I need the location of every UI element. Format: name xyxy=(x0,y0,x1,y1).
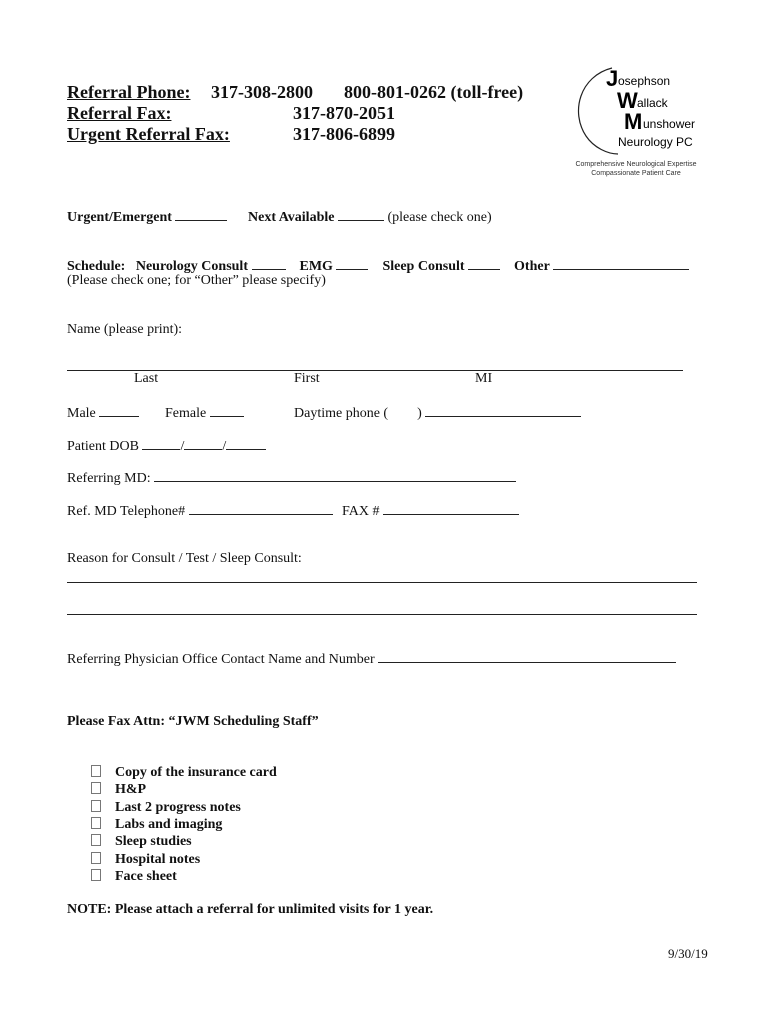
checklist-item xyxy=(91,765,277,781)
office-contact-group xyxy=(67,650,676,668)
fax-attn-label: Please Fax Attn: “JWM Scheduling Staff” xyxy=(67,714,319,729)
logo-tagline-2: Compassionate Patient Care xyxy=(591,170,681,177)
ref-md-telephone-blank[interactable] xyxy=(189,502,333,515)
dob-year-blank[interactable] xyxy=(226,437,266,450)
ref-md-telephone-group xyxy=(67,502,333,520)
logo-letter-m: M xyxy=(624,109,643,134)
ref-md-fax-label: FAX # xyxy=(342,504,380,519)
neurology-consult-blank[interactable] xyxy=(252,257,286,270)
male-group xyxy=(67,404,139,422)
urgent-emergent-text: Urgent/Emergent xyxy=(67,210,172,225)
urgent-referral-fax-label: Urgent Referral Fax: xyxy=(67,124,230,144)
checkbox[interactable] xyxy=(91,817,101,829)
first-name-caption: First xyxy=(294,371,320,386)
logo-word-unshower: unshower xyxy=(643,117,696,131)
neurology-consult-label: Neurology Consult xyxy=(135,259,248,274)
dob-day-blank[interactable] xyxy=(184,437,222,450)
logo-letter-j: J xyxy=(606,66,619,91)
referring-md-label: Referring MD: xyxy=(67,471,151,486)
emg-blank[interactable] xyxy=(336,257,368,270)
other-label: Other xyxy=(514,259,550,274)
checklist-item-label: Copy of the insurance card xyxy=(115,765,277,780)
jwm-logo xyxy=(572,62,702,157)
emg-label: EMG xyxy=(299,259,333,274)
next-available-group xyxy=(248,208,492,226)
checkbox[interactable] xyxy=(91,800,101,812)
checkbox[interactable] xyxy=(91,765,101,777)
checklist-item-label: Sleep studies xyxy=(115,834,192,849)
referral-fax-label: Referral Fax: xyxy=(67,103,172,123)
next-available-label: Next Available xyxy=(248,210,335,225)
logo-word-allack: allack xyxy=(637,96,668,110)
checklist-item xyxy=(91,852,200,868)
reason-line-2[interactable] xyxy=(67,614,697,615)
checklist-item-label: H&P xyxy=(115,782,147,797)
urgent-emergent-blank[interactable] xyxy=(175,208,227,221)
referral-fax-number: 317-870-2051 xyxy=(293,103,395,123)
referring-md-blank[interactable] xyxy=(154,469,516,482)
checklist-item xyxy=(91,800,241,816)
name-label: Name (please print): xyxy=(67,322,183,337)
ref-md-fax-group xyxy=(342,502,519,520)
dob-month-blank[interactable] xyxy=(142,437,180,450)
referral-phone-label: Referral Phone: xyxy=(67,82,191,102)
office-contact-label: Referring Physician Office Contact Name and Number xyxy=(67,652,375,667)
office-contact-blank[interactable] xyxy=(378,650,676,663)
checkbox[interactable] xyxy=(91,834,101,846)
checklist-item-label: Face sheet xyxy=(115,869,177,884)
referral-phone-number: 317-308-2800 xyxy=(211,82,313,102)
sleep-consult-blank[interactable] xyxy=(468,257,500,270)
female-blank[interactable] xyxy=(210,404,244,417)
schedule-note: (Please check one; for “Other” please specify) xyxy=(67,273,326,288)
daytime-phone-label: Daytime phone ( xyxy=(294,406,389,421)
checklist-item-label: Hospital notes xyxy=(115,852,201,867)
logo-letter-w: W xyxy=(617,88,638,113)
checkbox[interactable] xyxy=(91,852,101,864)
revision-date: 9/30/19 xyxy=(668,946,708,961)
referral-phone-tollfree: 800-801-0262 (toll-free) xyxy=(344,82,524,102)
name-line[interactable] xyxy=(67,370,683,371)
next-available-blank[interactable] xyxy=(338,208,384,221)
logo-neurology-pc: Neurology PC xyxy=(618,135,693,149)
male-label: Male xyxy=(67,406,96,421)
ref-md-fax-blank[interactable] xyxy=(383,502,519,515)
daytime-phone-close-paren: ) xyxy=(417,406,422,421)
dob-group xyxy=(67,437,266,455)
logo-word-osephson: osephson xyxy=(618,74,671,88)
reason-label: Reason for Consult / Test / Sleep Consult: xyxy=(67,551,302,566)
ref-md-telephone-label: Ref. MD Telephone# xyxy=(67,504,186,519)
reason-line-1[interactable] xyxy=(67,582,697,583)
last-name-caption: Last xyxy=(134,371,159,386)
daytime-phone-group xyxy=(294,404,581,422)
urgent-emergent-label xyxy=(67,208,227,226)
female-group xyxy=(165,404,244,422)
other-blank[interactable] xyxy=(553,257,689,270)
dob-slash-1: / xyxy=(180,439,185,454)
checklist-item-label: Last 2 progress notes xyxy=(115,800,241,815)
checklist-item xyxy=(91,817,222,833)
dob-slash-2: / xyxy=(222,439,227,454)
logo-tagline-1: Comprehensive Neurological Expertise xyxy=(575,161,697,168)
sleep-consult-label: Sleep Consult xyxy=(382,259,465,274)
male-blank[interactable] xyxy=(99,404,139,417)
checkbox[interactable] xyxy=(91,782,101,794)
checklist-item-label: Labs and imaging xyxy=(115,817,223,832)
female-label: Female xyxy=(165,406,207,421)
urgent-referral-fax-number: 317-806-6899 xyxy=(293,124,395,144)
priority-note: (please check one) xyxy=(387,210,492,225)
schedule-label: Schedule: xyxy=(67,259,126,274)
mi-caption: MI xyxy=(475,371,493,386)
checklist-item xyxy=(91,869,177,885)
referring-md-group xyxy=(67,469,516,487)
daytime-phone-blank[interactable] xyxy=(425,404,581,417)
attach-referral-note: NOTE: Please attach a referral for unlimited visits for 1 year. xyxy=(67,902,434,917)
dob-label: Patient DOB xyxy=(67,439,139,454)
checklist-item xyxy=(91,782,146,798)
checklist-item xyxy=(91,834,192,850)
checkbox[interactable] xyxy=(91,869,101,881)
